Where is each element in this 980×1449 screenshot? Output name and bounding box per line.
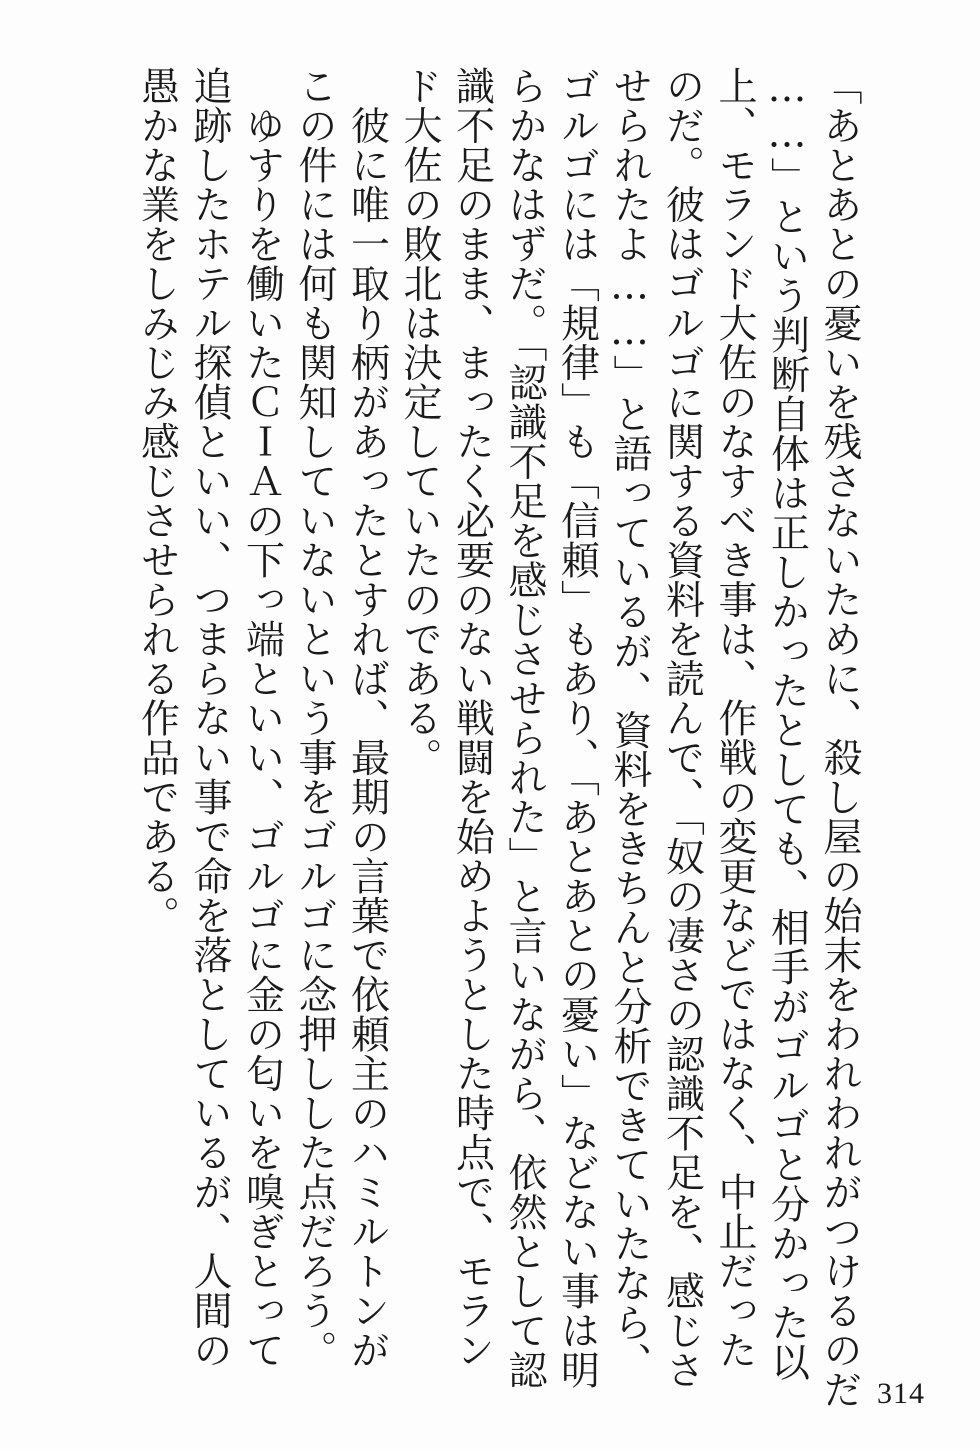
text-line: ゴルゴには「規律」も「信頼」もあり、「あとあとの憂い」などない事は明 [554, 66, 600, 1390]
text-line: 愚かな業をしみじみ感じさせられる作品である。 [134, 66, 180, 935]
text-line: らかなはずだ。「認識不足を感じさせられた」と言いながら、依然として認 [502, 66, 547, 1390]
text-line: 彼に唯一取り柄があったとすれば、最期の言葉で依頼主のハミルトンが [344, 66, 390, 1370]
text-line: ゆすりを働いたＣＩＡの下っ端といい、ゴルゴに金の匂いを嗅ぎとって [239, 66, 285, 1370]
text-line: この件には何も関知していないという事をゴルゴに念押しした点だろう。 [292, 66, 337, 1370]
text-line: 追跡したホテル探偵といい、つまらない事で命を落としているが、人間の [187, 66, 232, 1370]
text-line: ド大佐の敗北は決定していたのである。 [397, 66, 442, 777]
text-line: ……」という判断自体は正しかったとしても、相手がゴルゴと分かった以 [764, 66, 810, 1382]
text-line: 「あとあとの憂いを残さないために、殺し屋の始末をわれわれがつけるのだ [817, 66, 862, 1409]
text-line: 識不足のまま、まったく必要のない戦闘を始めようとした時点で、モラン [449, 66, 495, 1370]
text-line: 上、モランド大佐のなすべき事は、作戦の変更などではなく、中止だった [712, 66, 757, 1370]
body-text [130, 66, 865, 1409]
text-line: のだ。彼はゴルゴに関する資料を読んで、「奴の凄さの認識不足を、感じさ [659, 66, 705, 1390]
page-number: 314 [877, 1377, 925, 1410]
text-line: せられたよ……」と語っているが、資料をきちんと分析できていたなら、 [607, 66, 652, 1382]
